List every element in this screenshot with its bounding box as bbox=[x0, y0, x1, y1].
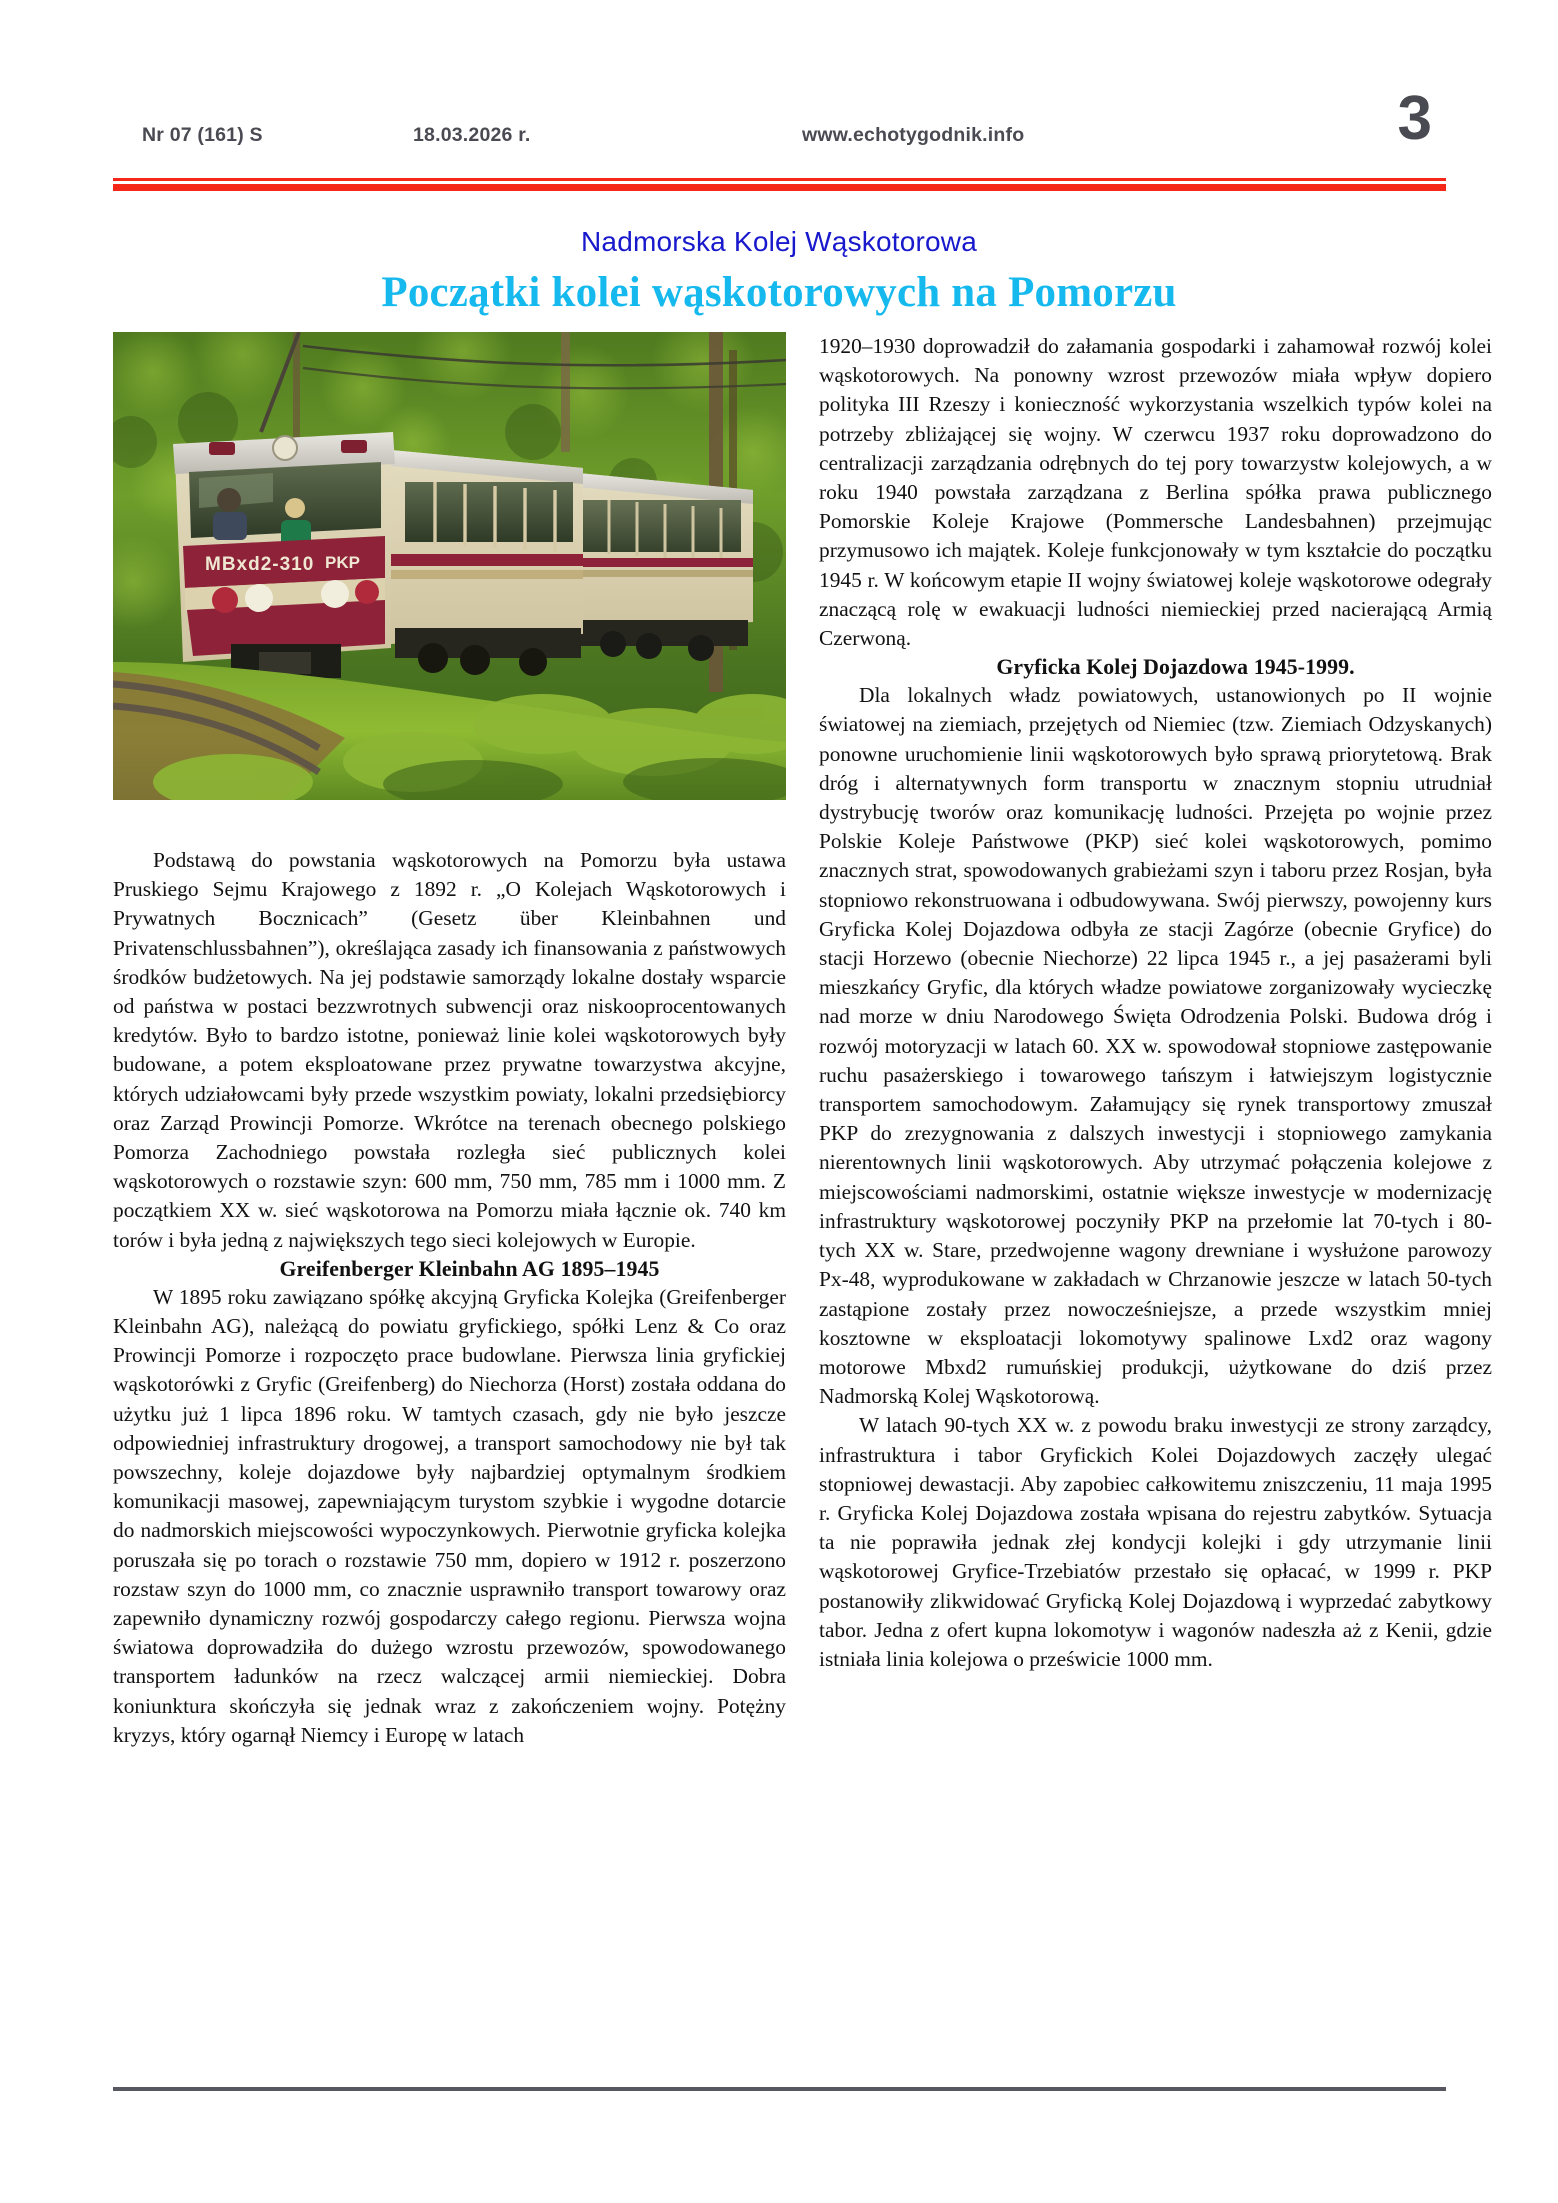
article-kicker: Nadmorska Kolej Wąskotorowa bbox=[581, 226, 977, 257]
page-number: 3 bbox=[1397, 84, 1432, 153]
left-paragraph-1: Podstawą do powstania wąskotorowych na Pomorzu była ustawa Pruskiego Sejmu Krajowego z 1892 r. „O Kolejach Wąskotorowych i Prywatnych Bocznicach” (Gesetz über Kleinbahnen und Privatenschlussbahnen”), określająca zasady ich finansowania z państwowych środków budżetowych. Na jej podstawie samorządy lokalne dostały wsparcie od państwa w postaci bezzwrotnych subwencji oraz niskooprocentowanych kredytów. Było to bardzo istotne, ponieważ linie kolei wąskotorowych były budowane, a potem eksploatowane przez prywatne towarzystwa akcyjne, których udziałowcami były przede wszystkim powiaty, lokalni przedsiębiorcy oraz Zarząd Prowincji Pomorze. Wkrótce na terenach obecnego polskiego Pomorza Zachodniego powstała rozległa sieć publicznych kolei wąskotorowych o rozstawie szyn: 600 mm, 750 mm, 785 mm i 1000 mm. Z początkiem XX w. sieć wąskotorowa na Pomorzu miała łącznie ok. 740 km torów i była jedną z największych tego sieci kolejowych w Europie. bbox=[113, 848, 786, 1252]
text-column-right bbox=[819, 332, 1492, 2042]
text-column-left bbox=[113, 846, 786, 2041]
footer-rule bbox=[113, 2087, 1446, 2091]
right-subheading: Gryficka Kolej Dojazdowa 1945-1999. bbox=[996, 655, 1355, 680]
left-subheading: Greifenberger Kleinbahn AG 1895–1945 bbox=[279, 1256, 660, 1281]
article-headline: Początki kolei wąskotorowych na Pomorzu bbox=[381, 269, 1177, 316]
left-paragraph-2: W 1895 roku zawiązano spółkę akcyjną Gryficka Kolejka (Greifenberger Kleinbahn AG), należącą do powiatu gryfickiego, spółki Lenz & Co oraz Prowincji Pomorze i rozpoczęto prace budowlane. Pierwsza linia gryfickiej wąskotorówki z Gryfic (Greifenberg) do Niechorza (Horst) została oddana do użytku już 1 lipca 1896 roku. W tamtych czasach, gdy nie było jeszcze odpowiedniej infrastruktury drogowej, a transport samochodowy nie był tak powszechny, koleje dojazdowe były najbardziej optymalnym środkiem komunikacji masowej, zapewniającym turystom szybkie i wygodne dotarcie do nadmorskich miejscowości wypoczynkowych. Pierwotnie gryficka kolejka poruszała się po torach o rozstawie 750 mm, dopiero w 1912 r. poszerzono rozstaw szyn do 1000 mm, co znacznie usprawniło transport towarowy oraz zapewniło dynamiczny rozwój gospodarczy całego regionu. Pierwsza wojna światowa doprowadziła do dużego wzrostu przewozów, spowodowanego transportem ładunków na rzecz walczącej armii niemieckiej. Dobra koniunktura skończyła się jednak wraz z zakończeniem wojny. Potężny kryzys, który ogarnął Niemcy i Europę w latach bbox=[113, 1284, 786, 1747]
right-paragraph-2: Dla lokalnych władz powiatowych, ustanowionych po II wojnie światowej na ziemiach, przejętych od Niemiec (tzw. Ziemiach Odzyskanych) ponowne uruchomienie linii wąskotorowych było sprawą priorytetową. Brak dróg i alternatywnych form transportu w znacznym stopniu utrudniał dystrybucję tworów oraz komunikację ludności. Przejęta po wojnie przez Polskie Koleje Państwowe (PKP) sieć kolei wąskotorowych, pomimo znacznych strat, spowodowanych grabieżami szyn i taboru przez Rosjan, była stopniowo rekonstruowana i odbudowywana. Swój pierwszy, powojenny kurs Gryficka Kolej Dojazdowa odbyła ze stacji Zagórze (obecnie Gryfice) do stacji Horzewo (obecnie Niechorze) 22 lipca 1945 r., a jej pasażerami byli mieszkańcy Gryfic, dla których władze powiatowe zorganizowały wycieczkę nad morze w dniu Narodowego Święta Odrodzenia Polski. Budowa dróg i rozwój motoryzacji w latach 60. XX w. spowodował stopniowe zastępowanie ruchu pasażerskiego i towarowego tańszym i łatwiejszym logistycznie transportem samochodowym. Załamujący się rynek transportowy zmuszał PKP do zrezygnowania z dalszych inwestycji i stopniowego zamykania nierentownych linii wąskotorowych. Aby utrzymać połączenia kolejowe z miejscowościami nadmorskimi, ostatnie większe inwestycje w modernizację infrastruktury wąskotorowej poczyniły PKP na przełomie lat 70-tych i 80- tych XX w. Stare, przedwojenne wagony drewniane i wysłużone parowozy Px-48, wyprodukowane w zakładach w Chrzanowie jeszcze w latach 50-tych zastąpione zostały przez nowocześniejsze, a przede wszystkim mniej kosztowne w eksploatacji lokomotywy spalinowe Lxd2 oraz wagony motorowe Mbxd2 rumuńskiej produkcji, użytkowane do dziś przez Nadmorską Kolej Wąskotorową. bbox=[819, 683, 1492, 1409]
right-paragraph-3: W latach 90-tych XX w. z powodu braku inwestycji ze strony zarządcy, infrastruktura i tabor Gryfickich Kolei Dojazdowych zaczęły ulegać stopniowej dewastacji. Aby zapobiec całkowitemu zniszczeniu, 11 maja 1995 r. Gryficka Kolej Dojazdowa została wpisana do rejestru zabytków. Sytuacja ta nie poprawiła jednak złej kondycji kolejki i gdy utrzymanie linii wąskotorowej Gryfice-Trzebiatów przestało się opłacać, w 1999 r. PKP postanowiły zlikwidować Gryficką Kolej Dojazdową i wyprzedać zabytkowy tabor. Jedna z ofert kupna lokomotyw i wagonów nadeszła aż z Kenii, gdzie istniała linia kolejowa o prześwicie 1000 mm. bbox=[819, 1413, 1492, 1671]
masthead-issue: Nr 07 (161) S bbox=[142, 124, 263, 146]
header-red-rule bbox=[113, 178, 1446, 191]
masthead-date: 18.03.2026 r. bbox=[413, 124, 531, 146]
header-rule-thick bbox=[113, 184, 1446, 191]
svg-text:PKP: PKP bbox=[325, 553, 360, 572]
photo-illustration bbox=[113, 332, 786, 800]
masthead bbox=[113, 84, 1468, 153]
article-photo bbox=[113, 332, 786, 800]
masthead-website[interactable]: www.echotygodnik.info bbox=[802, 124, 1025, 146]
right-paragraph-1: 1920–1930 doprowadził do załamania gospodarki i zahamował rozwój kolei wąskotorowych. Na ponowny wzrost przewozów miała wpływ dopiero polityka III Rzeszy i konieczność wykorzystania wszelkich typów kolei na potrzeby zbliżającej się wojny. W czerwcu 1937 roku doprowadzono do centralizacji zarządzania odrębnych do tej pory towarzystw kolejowych, a w roku 1940 powstała zarządzana z Berlina spółka prawa publicznego Pomorskie Koleje Krajowe (Pommersche Landesbahnen) przejmując przymusowo ich majątek. Koleje funkcjonowały w tym kształcie do początku 1945 r. W końcowym etapie II wojny światowej koleje wąskotorowe odegrały znaczącą rolę w ewakuacji ludności niemieckiej przed nacierającą Armią Czerwoną. bbox=[819, 334, 1492, 651]
svg-text:MBxd2-310: MBxd2-310 bbox=[205, 554, 315, 575]
